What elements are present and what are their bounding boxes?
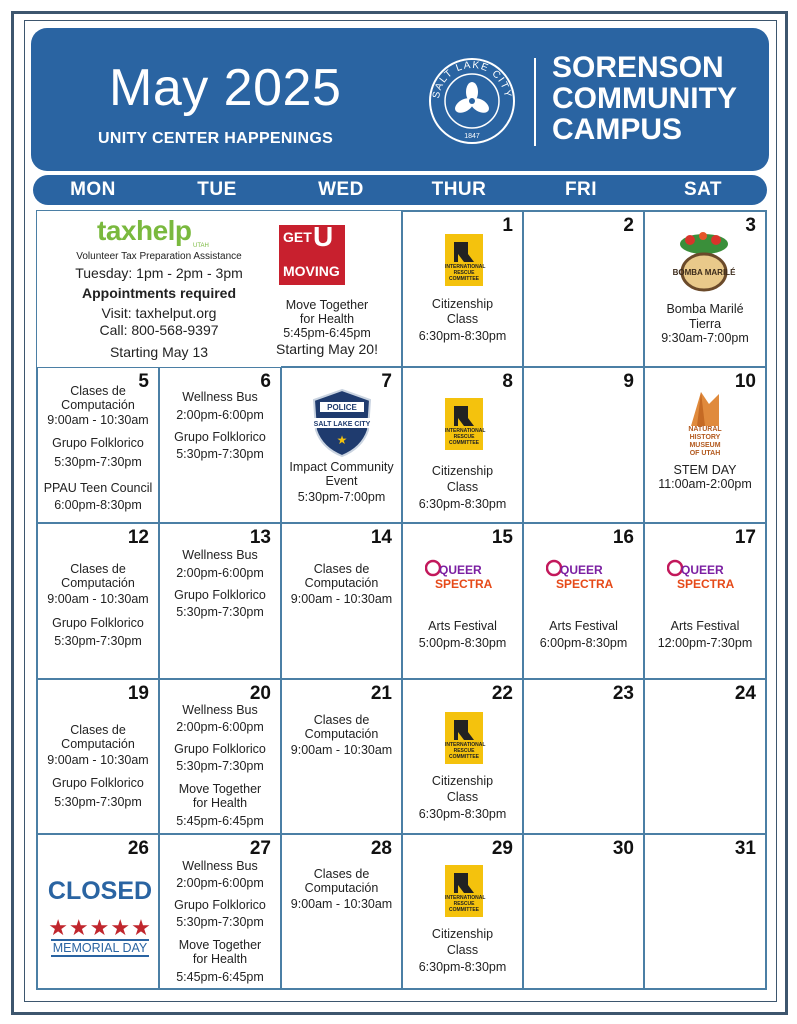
event-time: 5:30pm-7:30pm xyxy=(54,634,142,648)
day-number: 13 xyxy=(249,527,271,548)
queer-spectra-logo-icon xyxy=(546,558,622,598)
day-number: 20 xyxy=(249,683,271,704)
day-cell-15 xyxy=(402,523,523,679)
day-cell-22 xyxy=(402,679,523,834)
day-number: 12 xyxy=(127,527,149,548)
day-cell-23 xyxy=(523,679,644,834)
event-time: 5:30pm-7:30pm xyxy=(54,795,142,809)
event-title: PPAU Teen Council xyxy=(43,481,153,495)
museum-logo-icon xyxy=(687,390,723,426)
taxhelp-tagline: Volunteer Tax Preparation Assistance xyxy=(76,251,242,262)
salt-lake-city-seal-icon xyxy=(427,56,517,146)
svg-text:QUEER: QUEER xyxy=(439,563,482,577)
event-title-2: Computación xyxy=(61,398,135,412)
day-cell-27 xyxy=(159,834,281,989)
taxhelp-logo: taxhelp xyxy=(97,215,192,246)
event-title: Move Together xyxy=(178,782,262,796)
event-title: Clases de xyxy=(70,562,126,576)
day-number: 16 xyxy=(612,527,634,548)
event-title: Grupo Folklorico xyxy=(174,430,266,444)
seal-year: 1847 xyxy=(464,133,480,140)
svg-text:BOMBA MARILÉ: BOMBA MARILÉ xyxy=(672,268,736,277)
event-title-2: Tierra xyxy=(688,317,722,331)
day-cell-31 xyxy=(644,834,766,989)
day-cell-16 xyxy=(523,523,644,679)
event-title: Clases de xyxy=(70,384,126,398)
day-cell-1 xyxy=(402,211,523,367)
day-cell-8 xyxy=(402,367,523,523)
day-cell-5 xyxy=(37,367,159,523)
event-title: Clases de xyxy=(313,867,370,881)
event-title: Citizenship xyxy=(431,297,494,311)
event-time: 11:00am-2:00pm xyxy=(658,477,752,491)
day-number: 28 xyxy=(370,838,392,859)
day-label-mon: MON xyxy=(70,179,116,200)
event-title: Arts Festival xyxy=(428,619,497,633)
taxhelp-starting: Starting May 13 xyxy=(109,344,209,360)
day-cell-9 xyxy=(523,367,644,523)
day-cell-13 xyxy=(159,523,281,679)
day-cell-29 xyxy=(402,834,523,989)
event-time: 9:00am - 10:30am xyxy=(47,592,149,606)
irc-logo-icon: INTERNATIONAL RESCUE COMMITTEE xyxy=(445,865,483,917)
taxhelp-visit: Visit: taxhelput.org xyxy=(101,305,217,321)
event-title: Move Together xyxy=(178,938,262,952)
day-cell-26 xyxy=(37,834,159,989)
event-time: 5:30pm-7:30pm xyxy=(176,605,264,619)
event-title: STEM DAY xyxy=(673,463,737,477)
event-time: 12:00pm-7:30pm xyxy=(657,636,753,650)
event-title: Arts Festival xyxy=(549,619,618,633)
event-time: 5:30pm-7:30pm xyxy=(176,915,264,929)
event-title-2: Computación xyxy=(61,576,135,590)
event-time: 6:00pm-8:30pm xyxy=(539,636,628,650)
event-title: Citizenship xyxy=(431,927,494,941)
day-cell-30 xyxy=(523,834,644,989)
taxhelp-appointments: Appointments required xyxy=(81,285,236,301)
day-cell-20 xyxy=(159,679,281,834)
event-time: 9:30am-7:00pm xyxy=(661,331,749,345)
svg-text:SALT LAKE CITY: SALT LAKE CITY xyxy=(313,421,371,428)
day-label-tue: TUE xyxy=(197,179,237,200)
day-label-fri: FRI xyxy=(564,179,598,200)
day-number: 29 xyxy=(491,838,513,859)
museum-logo-text: NATURAL HISTORY MUSEUM OF UTAH xyxy=(688,426,722,457)
day-number: 23 xyxy=(612,683,634,704)
calendar-header xyxy=(31,28,769,171)
irc-logo-icon: INTERNATIONAL RESCUE COMMITTEE xyxy=(445,712,483,764)
day-number: 19 xyxy=(127,683,149,704)
event-title-2: Event xyxy=(325,474,358,488)
event-time: 5:30pm-7:30pm xyxy=(176,759,264,773)
day-number: 2 xyxy=(623,215,634,236)
event-title: Grupo Folklorico xyxy=(174,742,266,756)
svg-text:POLICE: POLICE xyxy=(327,403,357,412)
day-number: 7 xyxy=(381,371,392,392)
day-number: 5 xyxy=(138,371,149,392)
day-cell-3 xyxy=(644,211,766,367)
police-badge-icon xyxy=(310,388,374,458)
svg-text:★: ★ xyxy=(336,433,348,447)
event-title: Wellness Bus xyxy=(182,548,258,562)
event-time: 2:00pm-6:00pm xyxy=(176,408,264,422)
get-moving-logo: GET U MOVING xyxy=(279,225,345,285)
svg-text:SPECTRA: SPECTRA xyxy=(677,577,735,591)
event-title: Citizenship xyxy=(431,464,494,478)
taxhelp-call: Call: 800-568-9397 xyxy=(99,322,219,338)
event-title-2: Class xyxy=(446,480,479,494)
day-cell-17 xyxy=(644,523,766,679)
event-title: Wellness Bus xyxy=(182,703,258,717)
day-cell-24 xyxy=(644,679,766,834)
getmoving-starting: Starting May 20! xyxy=(276,341,378,357)
day-cell-10 xyxy=(644,367,766,523)
event-title: Grupo Folklorico xyxy=(174,588,266,602)
day-number: 8 xyxy=(502,371,513,392)
day-cell-6 xyxy=(159,367,281,523)
event-title-2: Computación xyxy=(304,881,379,895)
svg-text:QUEER: QUEER xyxy=(681,563,724,577)
event-time: 6:00pm-8:30pm xyxy=(54,498,142,512)
queer-spectra-logo-icon xyxy=(425,558,501,598)
taxhelp-promo xyxy=(37,211,281,367)
campus-name: SORENSON COMMUNITY CAMPUS xyxy=(552,51,737,146)
day-number: 31 xyxy=(734,838,756,859)
event-title-2: Class xyxy=(446,943,479,957)
event-title-2: Class xyxy=(446,790,479,804)
day-number: 22 xyxy=(491,683,513,704)
event-time: 9:00am - 10:30am xyxy=(47,753,149,767)
day-label-sat: SAT xyxy=(683,179,723,200)
event-title: Grupo Folklorico xyxy=(52,776,144,790)
event-title-2: Class xyxy=(446,312,479,326)
closed-label: CLOSED xyxy=(47,877,153,905)
event-time: 5:45pm-6:45pm xyxy=(176,970,264,984)
queer-spectra-logo-icon xyxy=(667,558,743,598)
event-title: Bomba Marilé xyxy=(666,302,744,316)
event-time: 5:30pm-7:30pm xyxy=(54,455,142,469)
memorial-day-label: MEMORIAL DAY xyxy=(52,941,148,955)
day-cell-7 xyxy=(281,367,402,523)
event-time: 5:30pm-7:30pm xyxy=(176,447,264,461)
event-title: Clases de xyxy=(70,723,126,737)
day-number: 15 xyxy=(491,527,513,548)
day-cell-19 xyxy=(37,679,159,834)
day-number: 24 xyxy=(734,683,756,704)
day-number: 17 xyxy=(734,527,756,548)
day-number: 26 xyxy=(127,838,149,859)
getmoving-title-2: for Health xyxy=(299,312,355,326)
svg-text:SPECTRA: SPECTRA xyxy=(435,577,493,591)
event-title-2: Computación xyxy=(304,727,379,741)
event-title-2: for Health xyxy=(192,796,248,810)
event-title: Arts Festival xyxy=(670,619,740,633)
event-time: 5:30pm-7:00pm xyxy=(297,490,386,504)
taxhelp-logo-sub: UTAH xyxy=(193,243,209,249)
day-number: 1 xyxy=(502,215,513,236)
day-number: 27 xyxy=(249,838,271,859)
event-time: 6:30pm-8:30pm xyxy=(418,960,507,974)
day-label-wed: WED xyxy=(318,179,364,200)
svg-text:QUEER: QUEER xyxy=(560,563,603,577)
svg-text:SPECTRA: SPECTRA xyxy=(556,577,614,591)
day-cell-2 xyxy=(523,211,644,367)
taxhelp-hours: Tuesday: 1pm - 2pm - 3pm xyxy=(75,265,243,281)
event-title: Impact Community xyxy=(289,460,394,474)
stars-icon: ★★★★★ xyxy=(48,915,152,940)
event-title: Wellness Bus xyxy=(182,390,258,404)
day-cell-28 xyxy=(281,834,402,989)
calendar-grid xyxy=(36,210,767,990)
getmoving-title-1: Move Together xyxy=(285,298,369,312)
event-time: 2:00pm-6:00pm xyxy=(176,876,264,890)
event-time: 6:30pm-8:30pm xyxy=(418,807,507,821)
day-number: 14 xyxy=(370,527,392,548)
day-number: 6 xyxy=(260,371,271,392)
seal-text: SALT LAKE CITY xyxy=(430,59,514,100)
event-title: Clases de xyxy=(313,562,370,576)
event-title: Wellness Bus xyxy=(182,859,258,873)
header-subtitle: UNITY CENTER HAPPENINGS xyxy=(98,130,334,147)
irc-logo-icon: INTERNATIONAL RESCUE COMMITTEE xyxy=(445,234,483,286)
event-title: Grupo Folklorico xyxy=(52,436,144,450)
bomba-marile-logo-icon xyxy=(672,230,736,294)
day-number: 10 xyxy=(734,371,756,392)
event-title-2: Computación xyxy=(304,576,379,590)
irc-logo-icon: INTERNATIONAL RESCUE COMMITTEE xyxy=(445,398,483,450)
event-time: 9:00am - 10:30am xyxy=(290,592,393,606)
event-title: Citizenship xyxy=(431,774,494,788)
event-title: Clases de xyxy=(313,713,370,727)
event-time: 2:00pm-6:00pm xyxy=(176,720,264,734)
month-title: May 2025 xyxy=(109,59,342,117)
u-logo-icon: U xyxy=(313,221,334,252)
day-number: 9 xyxy=(623,371,634,392)
getmoving-time: 5:45pm-6:45pm xyxy=(283,326,371,340)
event-title-2: Computación xyxy=(61,737,135,751)
header-divider xyxy=(534,58,536,146)
getmoving-promo xyxy=(276,211,402,367)
event-title: Grupo Folklorico xyxy=(52,616,144,630)
day-cell-12 xyxy=(37,523,159,679)
day-number: 21 xyxy=(370,683,392,704)
event-title-2: for Health xyxy=(192,952,248,966)
event-time: 9:00am - 10:30am xyxy=(290,897,393,911)
event-time: 9:00am - 10:30am xyxy=(47,413,149,427)
event-title: Grupo Folklorico xyxy=(174,898,266,912)
day-number: 3 xyxy=(745,215,756,236)
day-number: 30 xyxy=(612,838,634,859)
day-cell-21 xyxy=(281,679,402,834)
event-time: 5:00pm-8:30pm xyxy=(418,636,507,650)
event-time: 9:00am - 10:30am xyxy=(290,743,393,757)
event-time: 6:30pm-8:30pm xyxy=(418,329,507,343)
event-time: 2:00pm-6:00pm xyxy=(176,566,264,580)
weekday-bar xyxy=(33,175,767,205)
event-time: 6:30pm-8:30pm xyxy=(418,497,507,511)
day-label-thur: THUR xyxy=(431,179,487,200)
event-time: 5:45pm-6:45pm xyxy=(176,814,264,828)
day-cell-14 xyxy=(281,523,402,679)
